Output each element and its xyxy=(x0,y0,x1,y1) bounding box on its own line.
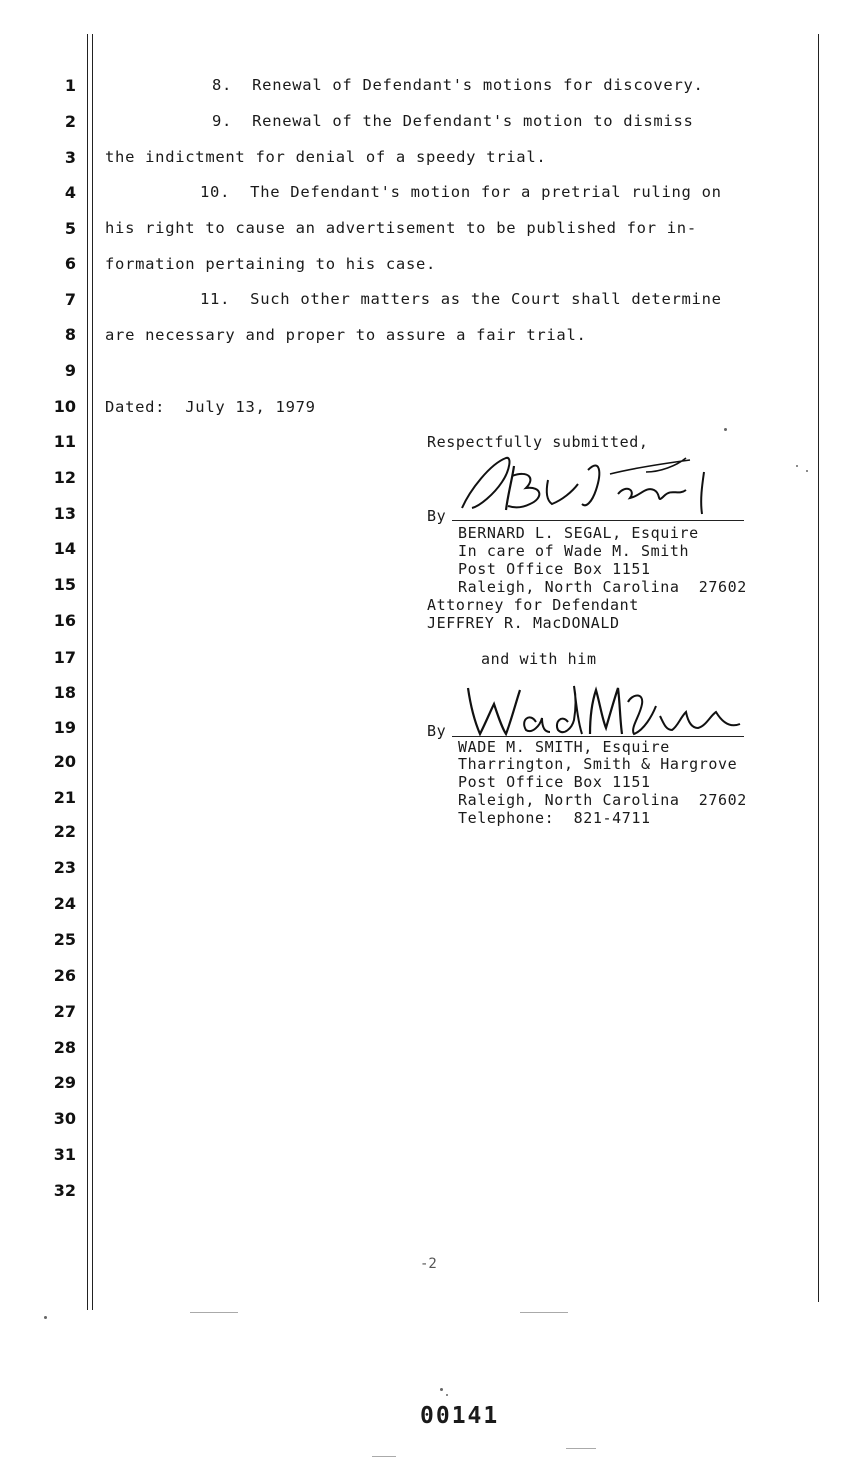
signature-line xyxy=(452,736,744,737)
line-number: 10 xyxy=(53,397,76,416)
attorney-for-label: Attorney for Defendant xyxy=(427,596,639,614)
line-number: 19 xyxy=(53,718,76,737)
smith-signature xyxy=(460,682,750,742)
line-number: 30 xyxy=(53,1109,76,1128)
line-number: 1 xyxy=(64,76,76,95)
left-margin-rule-inner xyxy=(92,34,93,1310)
line-number: 32 xyxy=(53,1181,76,1200)
document-number: 00141 xyxy=(420,1403,500,1429)
line-number: 21 xyxy=(53,788,76,807)
line-number: 17 xyxy=(53,648,76,667)
dated-line: Dated: July 13, 1979 xyxy=(105,398,316,416)
segal-address-line: Raleigh, North Carolina 27602 xyxy=(458,578,747,596)
line-number: 9 xyxy=(64,361,76,380)
line-number: 16 xyxy=(53,611,76,630)
smith-address-line: Post Office Box 1151 xyxy=(458,773,651,791)
smith-name: WADE M. SMITH, Esquire xyxy=(458,738,670,756)
right-margin-rule xyxy=(818,34,819,1302)
scan-dash xyxy=(520,1312,568,1313)
scan-dash xyxy=(190,1312,238,1313)
defendant-name: JEFFREY R. MacDONALD xyxy=(427,614,620,632)
scan-speck xyxy=(44,1316,47,1319)
left-margin-rule xyxy=(87,34,88,1310)
item-10-text-continued: his right to cause an advertisement to be published for in- xyxy=(105,219,697,237)
segal-name: BERNARD L. SEGAL, Esquire xyxy=(458,524,699,542)
scan-speck xyxy=(724,428,727,431)
line-number: 27 xyxy=(53,1002,76,1021)
line-number: 25 xyxy=(53,930,76,949)
line-number: 28 xyxy=(53,1038,76,1057)
line-number: 24 xyxy=(53,894,76,913)
scan-speck xyxy=(446,1394,448,1396)
line-number: 5 xyxy=(64,219,76,238)
line-number: 13 xyxy=(53,504,76,523)
line-number: 3 xyxy=(64,148,76,167)
item-10-text: 10. The Defendant's motion for a pretrial ruling on xyxy=(200,183,722,201)
line-number: 6 xyxy=(64,254,76,273)
line-number: 20 xyxy=(53,752,76,771)
smith-address-line: Raleigh, North Carolina 27602 xyxy=(458,791,747,809)
and-with-him-text: and with him xyxy=(481,650,597,668)
smith-telephone: Telephone: 821-4711 xyxy=(458,809,651,827)
item-10-text-end: formation pertaining to his case. xyxy=(105,255,437,273)
line-number: 23 xyxy=(53,858,76,877)
line-number: 11 xyxy=(53,432,76,451)
line-number: 26 xyxy=(53,966,76,985)
scan-speck xyxy=(796,465,798,467)
line-number: 31 xyxy=(53,1145,76,1164)
scan-speck xyxy=(440,1388,443,1391)
line-number: 7 xyxy=(64,290,76,309)
line-number: 29 xyxy=(53,1073,76,1092)
line-number: 4 xyxy=(64,183,76,202)
line-number: 12 xyxy=(53,468,76,487)
line-number: 2 xyxy=(64,112,76,131)
scan-dash xyxy=(566,1448,596,1449)
by-label: By xyxy=(427,722,447,740)
by-label: By xyxy=(427,507,447,525)
item-11-text-continued: are necessary and proper to assure a fair trial. xyxy=(105,326,587,344)
item-11-text: 11. Such other matters as the Court shall determine xyxy=(200,290,722,308)
smith-address-line: Tharrington, Smith & Hargrove xyxy=(458,755,738,773)
signature-line xyxy=(452,520,744,521)
scan-speck xyxy=(806,470,808,472)
item-9-text-continued: the indictment for denial of a speedy trial. xyxy=(105,148,547,166)
segal-signature xyxy=(450,450,750,520)
line-number: 8 xyxy=(64,325,76,344)
scan-dash xyxy=(372,1456,396,1457)
closing-text: Respectfully submitted, xyxy=(427,433,649,451)
line-number: 14 xyxy=(53,539,76,558)
line-number: 15 xyxy=(53,575,76,594)
item-9-text: 9. Renewal of the Defendant's motion to dismiss xyxy=(212,112,694,130)
page-number: -2 xyxy=(420,1256,437,1272)
segal-address-line: Post Office Box 1151 xyxy=(458,560,651,578)
item-8-text: 8. Renewal of Defendant's motions for discovery. xyxy=(212,76,704,94)
line-number: 22 xyxy=(53,822,76,841)
segal-address-line: In care of Wade M. Smith xyxy=(458,542,690,560)
line-number: 18 xyxy=(53,683,76,702)
